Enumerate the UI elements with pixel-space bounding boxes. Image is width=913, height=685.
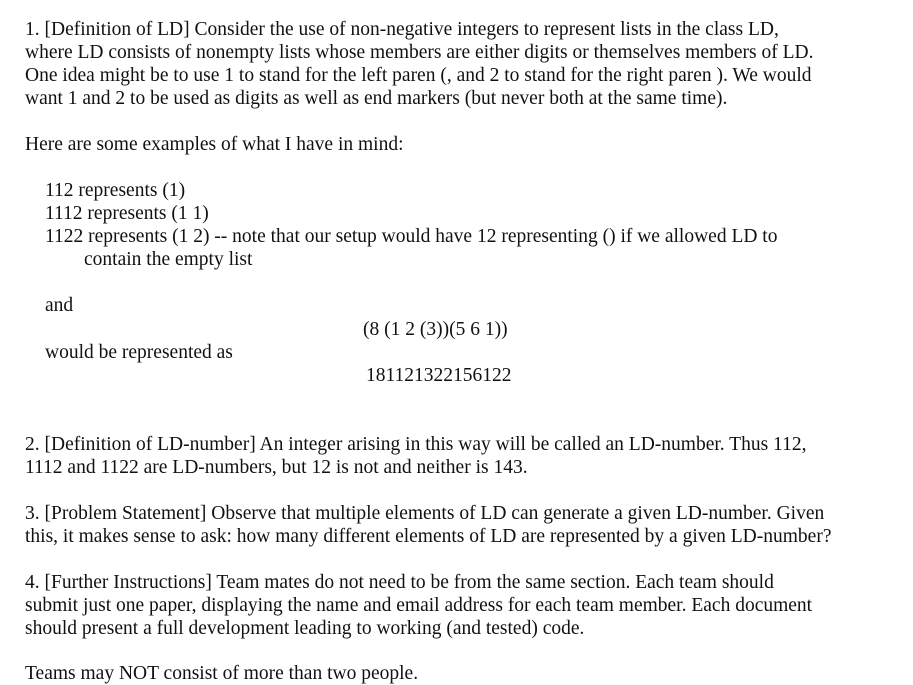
section2-line-1: 2. [Definition of LD-number] An integer arising in this way will be called an LD-number. Thus 112, bbox=[25, 434, 807, 455]
example-item-3: 1122 represents (1 2) -- note that our setup would have 12 representing () if we allowed LD to bbox=[45, 226, 778, 247]
section4-line-2: submit just one paper, displaying the name and email address for each team member. Each document bbox=[25, 595, 813, 616]
number-expression: 181121322156122 bbox=[366, 365, 512, 386]
examples-intro: Here are some examples of what I have in mind: bbox=[25, 134, 404, 155]
and-label: and bbox=[45, 295, 74, 316]
section4-line-3: should present a full development leading to working (and tested) code. bbox=[25, 618, 585, 639]
section1-line-3: One idea might be to use 1 to stand for the left paren (, and 2 to stand for the right paren ). We would bbox=[25, 65, 812, 86]
team-size-note: Teams may NOT consist of more than two people. bbox=[25, 663, 419, 684]
example-item-1: 112 represents (1) bbox=[45, 180, 186, 201]
section4-line-1: 4. [Further Instructions] Team mates do not need to be from the same section. Each team should bbox=[25, 572, 774, 593]
section2-line-2: 1112 and 1122 are LD-numbers, but 12 is not and neither is 143. bbox=[25, 457, 528, 478]
section1-line-1: 1. [Definition of LD] Consider the use of non-negative integers to represent lists in the class LD, bbox=[25, 19, 779, 40]
represented-label: would be represented as bbox=[45, 342, 233, 363]
section1-line-2: where LD consists of nonempty lists whose members are either digits or themselves members of LD. bbox=[25, 42, 814, 63]
example-item-2: 1112 represents (1 1) bbox=[45, 203, 209, 224]
section3-line-1: 3. [Problem Statement] Observe that multiple elements of LD can generate a given LD-number. Given bbox=[25, 503, 825, 524]
example-item-3-continuation: contain the empty list bbox=[84, 249, 253, 270]
section1-line-4: want 1 and 2 to be used as digits as well as end markers (but never both at the same time). bbox=[25, 88, 728, 109]
section3-line-2: this, it makes sense to ask: how many different elements of LD are represented by a given LD-number? bbox=[25, 526, 832, 547]
list-expression: (8 (1 2 (3))(5 6 1)) bbox=[363, 319, 508, 340]
